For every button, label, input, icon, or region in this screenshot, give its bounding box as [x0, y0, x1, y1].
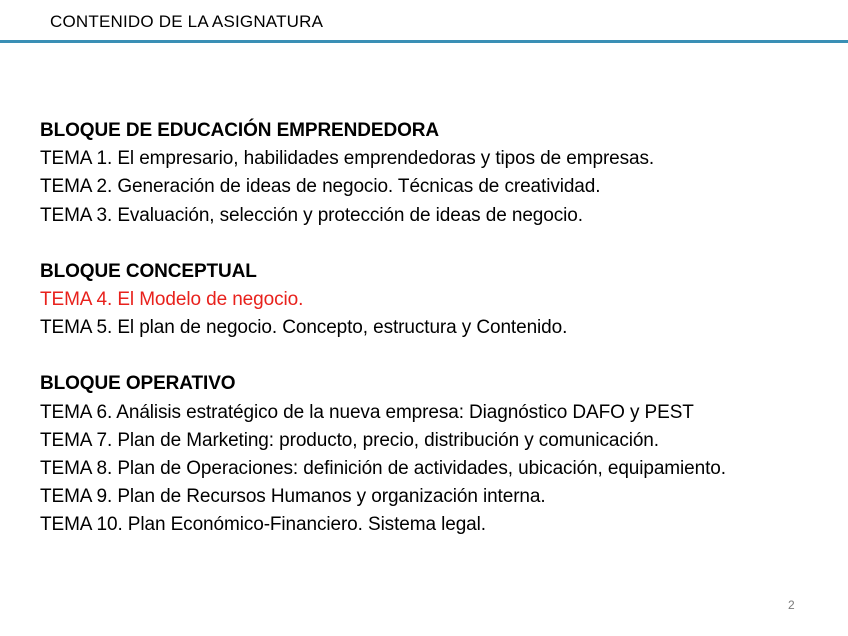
content-block-conceptual: [40, 258, 840, 343]
topic-item: TEMA 4. El Modelo de negocio.: [40, 289, 304, 311]
topic-item: TEMA 2. Generación de ideas de negocio. Técnicas de creatividad.: [40, 176, 601, 198]
topic-item: TEMA 6. Análisis estratégico de la nueva empresa: Diagnóstico DAFO y PEST: [40, 401, 694, 423]
block-heading: BLOQUE OPERATIVO: [40, 373, 236, 395]
slide-title: CONTENIDO DE LA ASIGNATURA: [50, 12, 324, 31]
topic-item: TEMA 5. El plan de negocio. Concepto, estructura y Contenido.: [40, 317, 568, 339]
topic-item: TEMA 3. Evaluación, selección y protección de ideas de negocio.: [40, 204, 583, 226]
content-block-entrepreneurship: [40, 117, 840, 230]
page-number: 2: [788, 598, 795, 612]
content-block-operational: [40, 370, 840, 539]
topic-item: TEMA 8. Plan de Operaciones: definición de actividades, ubicación, equipamiento.: [40, 458, 726, 480]
topic-item: TEMA 1. El empresario, habilidades emprendedoras y tipos de empresas.: [40, 148, 655, 170]
topic-item: TEMA 9. Plan de Recursos Humanos y organización interna.: [40, 486, 546, 508]
topic-item: TEMA 10. Plan Económico-Financiero. Sistema legal.: [40, 514, 486, 536]
topic-item: TEMA 7. Plan de Marketing: producto, precio, distribución y comunicación.: [40, 429, 659, 451]
block-heading: BLOQUE DE EDUCACIÓN EMPRENDEDORA: [40, 120, 439, 141]
block-heading: BLOQUE CONCEPTUAL: [40, 260, 257, 282]
header-divider: [0, 40, 848, 43]
course-content: [40, 117, 840, 568]
